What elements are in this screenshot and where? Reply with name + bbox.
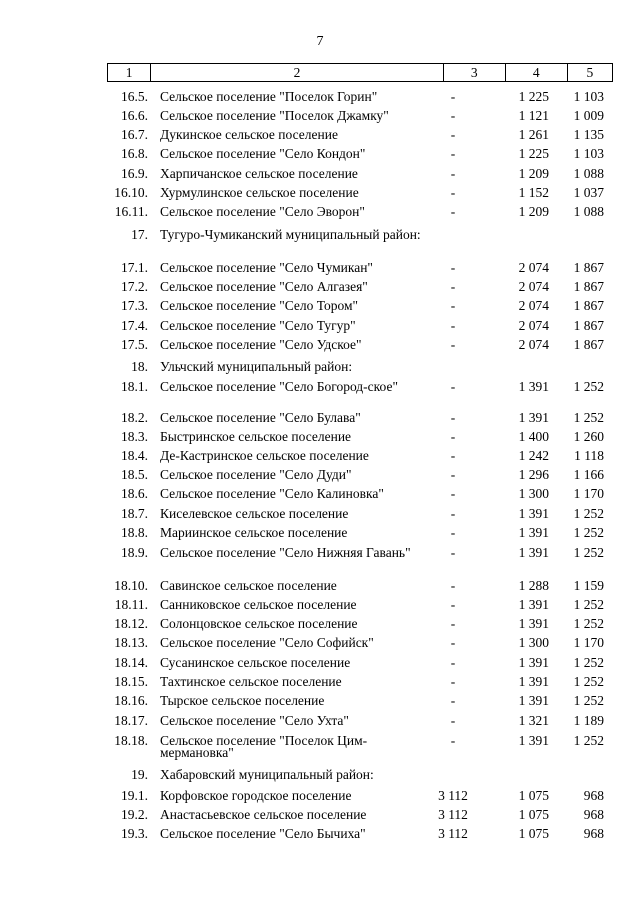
- row-number: 18.3.: [121, 429, 148, 444]
- row-number: 18.16.: [114, 693, 148, 708]
- row-col-5: 968: [583, 826, 604, 841]
- row-number: 18.18.: [114, 733, 148, 748]
- row-col-5: 1 088: [573, 166, 604, 181]
- header-col-2: 2: [151, 64, 443, 81]
- row-col-5: 1 170: [573, 635, 604, 650]
- row-name: Сельское поселение "Село Богород-ское": [160, 379, 398, 394]
- row-number: 18.13.: [114, 635, 148, 650]
- row-name: Дукинское сельское поселение: [160, 127, 338, 142]
- row-col-3: -: [450, 525, 456, 540]
- row-col-5: 1 252: [573, 506, 604, 521]
- row-number: 18.11.: [114, 597, 148, 612]
- row-col-5: 1 252: [573, 733, 604, 748]
- row-col-3: 3 112: [438, 807, 468, 822]
- row-col-5: 1 867: [573, 337, 604, 352]
- row-col-3: -: [450, 410, 456, 425]
- row-name: Харпичанское сельское поселение: [160, 166, 358, 181]
- row-col-4: 1 300: [518, 486, 549, 501]
- row-name: Хабаровский муниципальный район:: [160, 767, 374, 782]
- row-col-3: -: [450, 127, 456, 142]
- row-col-4: 1 391: [518, 525, 549, 540]
- row-col-4: 1 391: [518, 597, 549, 612]
- row-col-3: -: [450, 448, 456, 463]
- row-col-4: 1 391: [518, 379, 549, 394]
- row-col-4: 1 391: [518, 545, 549, 560]
- row-col-4: 2 074: [518, 279, 549, 294]
- header-col-5: 5: [586, 65, 594, 80]
- row-col-3: -: [450, 260, 456, 275]
- row-name: Сельское поселение "Село Бычиха": [160, 826, 366, 841]
- row-name: Сельское поселение "Село Нижняя Гавань": [160, 545, 411, 560]
- row-name: Сельское поселение "Село Дуди": [160, 467, 352, 482]
- row-col-4: 1 391: [518, 506, 549, 521]
- row-name: Сельское поселение "Село Тугур": [160, 318, 356, 333]
- row-number: 18.5.: [121, 467, 148, 482]
- row-number: 18.8.: [121, 525, 148, 540]
- row-number: 19.2.: [121, 807, 148, 822]
- row-number: 17.5.: [121, 337, 148, 352]
- row-col-5: 1 135: [573, 127, 604, 142]
- row-number: 16.11.: [114, 204, 148, 219]
- row-name: Сельское поселение "Село Эворон": [160, 204, 365, 219]
- row-number: 18.15.: [114, 674, 148, 689]
- row-col-3: -: [450, 578, 456, 593]
- row-col-3: -: [450, 655, 456, 670]
- row-number: 17.4.: [121, 318, 148, 333]
- row-col-3: -: [450, 597, 456, 612]
- row-col-4: 1 209: [518, 204, 549, 219]
- row-col-5: 1 252: [573, 379, 604, 394]
- row-col-5: 968: [583, 788, 604, 803]
- row-col-3: -: [450, 279, 456, 294]
- row-col-5: 1 867: [573, 260, 604, 275]
- row-col-5: 968: [583, 807, 604, 822]
- row-name: Мариинское сельское поселение: [160, 525, 348, 540]
- row-col-5: 1 252: [573, 545, 604, 560]
- row-col-4: 1 321: [518, 713, 549, 728]
- row-name: Сельское поселение "Село Чумикан": [160, 260, 373, 275]
- row-col-5: 1 170: [573, 486, 604, 501]
- row-col-5: 1 088: [573, 204, 604, 219]
- row-name: Сельское поселение "Село Тором": [160, 298, 359, 313]
- row-name: Сусанинское сельское поселение: [160, 655, 351, 670]
- row-col-3: -: [450, 108, 456, 123]
- row-col-4: 1 242: [518, 448, 549, 463]
- row-number: 17.: [131, 227, 148, 242]
- row-number: 17.3.: [121, 298, 148, 313]
- row-number: 16.6.: [121, 108, 148, 123]
- header-col-3: 3: [444, 64, 506, 81]
- row-col-5: 1 009: [573, 108, 604, 123]
- row-col-3: -: [450, 713, 456, 728]
- row-number: 18.6.: [121, 486, 148, 501]
- row-number: 18.2.: [121, 410, 148, 425]
- row-name: Сельское поселение "Поселок Джамку": [160, 108, 389, 123]
- row-number: 18.12.: [114, 616, 148, 631]
- row-col-3: 3 112: [438, 826, 468, 841]
- header-col-1: 1: [108, 64, 151, 81]
- row-col-4: 2 074: [518, 337, 549, 352]
- row-number: 16.9.: [121, 166, 148, 181]
- row-number: 19.1.: [121, 788, 148, 803]
- row-col-4: 1 261: [518, 127, 549, 142]
- row-col-3: -: [450, 204, 456, 219]
- row-col-3: -: [450, 146, 456, 161]
- row-name: Сельское поселение "Село Удское": [160, 337, 362, 352]
- row-col-5: 1 867: [573, 298, 604, 313]
- row-col-5: 1 252: [573, 655, 604, 670]
- row-col-3: -: [450, 379, 456, 394]
- row-number: 17.2.: [121, 279, 148, 294]
- row-col-4: 1 391: [518, 693, 549, 708]
- row-col-4: 1 225: [518, 146, 549, 161]
- row-name: Корфовское городское поселение: [160, 788, 352, 803]
- row-col-4: 1 391: [518, 674, 549, 689]
- row-name: Солонцовское сельское поселение: [160, 616, 358, 631]
- row-name: Киселевское сельское поселение: [160, 506, 349, 521]
- row-col-3: -: [450, 185, 456, 200]
- row-col-4: 1 391: [518, 655, 549, 670]
- row-col-4: 1 300: [518, 635, 549, 650]
- row-number: 18.17.: [114, 713, 148, 728]
- row-col-5: 1 867: [573, 279, 604, 294]
- row-col-5: 1 189: [573, 713, 604, 728]
- row-col-3: -: [450, 506, 456, 521]
- header-col-4: 4: [506, 64, 568, 81]
- row-name: Сельское поселение "Село Булава": [160, 410, 361, 425]
- row-name: Быстринское сельское поселение: [160, 429, 352, 444]
- row-col-4: 1 209: [518, 166, 549, 181]
- row-col-5: 1 252: [573, 616, 604, 631]
- row-col-3: 3 112: [438, 788, 468, 803]
- row-col-4: 1 225: [518, 89, 549, 104]
- row-col-5: 1 118: [574, 448, 604, 463]
- row-col-4: 1 152: [518, 185, 549, 200]
- row-name: Сельское поселение "Село Софийск": [160, 635, 374, 650]
- row-col-4: 1 296: [518, 467, 549, 482]
- row-name: Санниковское сельское поселение: [160, 597, 357, 612]
- row-number: 17.1.: [121, 260, 148, 275]
- row-col-3: -: [450, 635, 456, 650]
- row-number: 16.5.: [121, 89, 148, 104]
- row-col-4: 1 400: [518, 429, 549, 444]
- row-number: 18.7.: [121, 506, 148, 521]
- row-col-4: 1 075: [518, 788, 549, 803]
- row-col-5: 1 103: [573, 146, 604, 161]
- row-col-4: 1 288: [518, 578, 549, 593]
- row-name: Хурмулинское сельское поселение: [160, 185, 359, 200]
- row-col-3: -: [450, 467, 456, 482]
- row-number: 18.1.: [121, 379, 148, 394]
- row-col-5: 1 260: [573, 429, 604, 444]
- row-number: 18.9.: [121, 545, 148, 560]
- row-name: Де-Кастринское сельское поселение: [160, 448, 369, 463]
- row-col-4: 1 391: [518, 616, 549, 631]
- row-col-5: 1 252: [573, 525, 604, 540]
- row-number: 18.4.: [121, 448, 148, 463]
- row-col-5: 1 103: [573, 89, 604, 104]
- row-number: 19.3.: [121, 826, 148, 841]
- row-col-3: -: [450, 545, 456, 560]
- row-col-3: -: [450, 616, 456, 631]
- row-number: 16.7.: [121, 127, 148, 142]
- row-col-3: -: [450, 693, 456, 708]
- row-col-3: -: [450, 486, 456, 501]
- row-col-3: -: [450, 318, 456, 333]
- row-name: Сельское поселение "Поселок Цим-мермановка": [160, 733, 368, 760]
- row-number: 18.: [131, 359, 148, 374]
- row-name: Ульчский муниципальный район:: [160, 359, 353, 374]
- row-name: Сельское поселение "Село Ухта": [160, 713, 349, 728]
- row-col-5: 1 166: [573, 467, 604, 482]
- row-col-3: -: [450, 674, 456, 689]
- row-col-4: 2 074: [518, 298, 549, 313]
- row-col-4: 1 391: [518, 733, 549, 748]
- row-col-5: 1 252: [573, 597, 604, 612]
- page-number: 7: [316, 34, 324, 49]
- row-col-5: 1 252: [573, 674, 604, 689]
- row-name: Сельское поселение "Село Кондон": [160, 146, 366, 161]
- row-name: Сельское поселение "Село Алгазея": [160, 279, 368, 294]
- row-name: Савинское сельское поселение: [160, 578, 337, 593]
- row-name: Тугуро-Чумиканский муниципальный район:: [160, 227, 421, 242]
- row-col-4: 1 075: [518, 807, 549, 822]
- row-col-4: 2 074: [518, 260, 549, 275]
- row-col-3: -: [450, 298, 456, 313]
- row-name: Анастасьевское сельское поселение: [160, 807, 367, 822]
- row-col-3: -: [450, 337, 456, 352]
- row-name: Тырское сельское поселение: [160, 693, 325, 708]
- row-col-5: 1 867: [573, 318, 604, 333]
- row-col-4: 2 074: [518, 318, 549, 333]
- row-number: 19.: [131, 767, 148, 782]
- row-number: 16.10.: [114, 185, 148, 200]
- row-number: 18.14.: [114, 655, 148, 670]
- row-col-5: 1 252: [573, 410, 604, 425]
- row-col-3: -: [450, 733, 456, 748]
- row-number: 16.8.: [121, 146, 148, 161]
- row-col-4: 1 121: [518, 108, 549, 123]
- row-col-5: 1 252: [573, 693, 604, 708]
- row-col-4: 1 391: [518, 410, 549, 425]
- row-number: 18.10.: [114, 578, 148, 593]
- row-name: Сельское поселение "Поселок Горин": [160, 89, 378, 104]
- row-col-4: 1 075: [518, 826, 549, 841]
- row-name: Сельское поселение "Село Калиновка": [160, 486, 384, 501]
- row-col-5: 1 159: [573, 578, 604, 593]
- row-col-3: -: [450, 166, 456, 181]
- row-col-5: 1 037: [573, 185, 604, 200]
- row-name: Тахтинское сельское поселение: [160, 674, 342, 689]
- row-col-3: -: [450, 429, 456, 444]
- row-col-3: -: [450, 89, 456, 104]
